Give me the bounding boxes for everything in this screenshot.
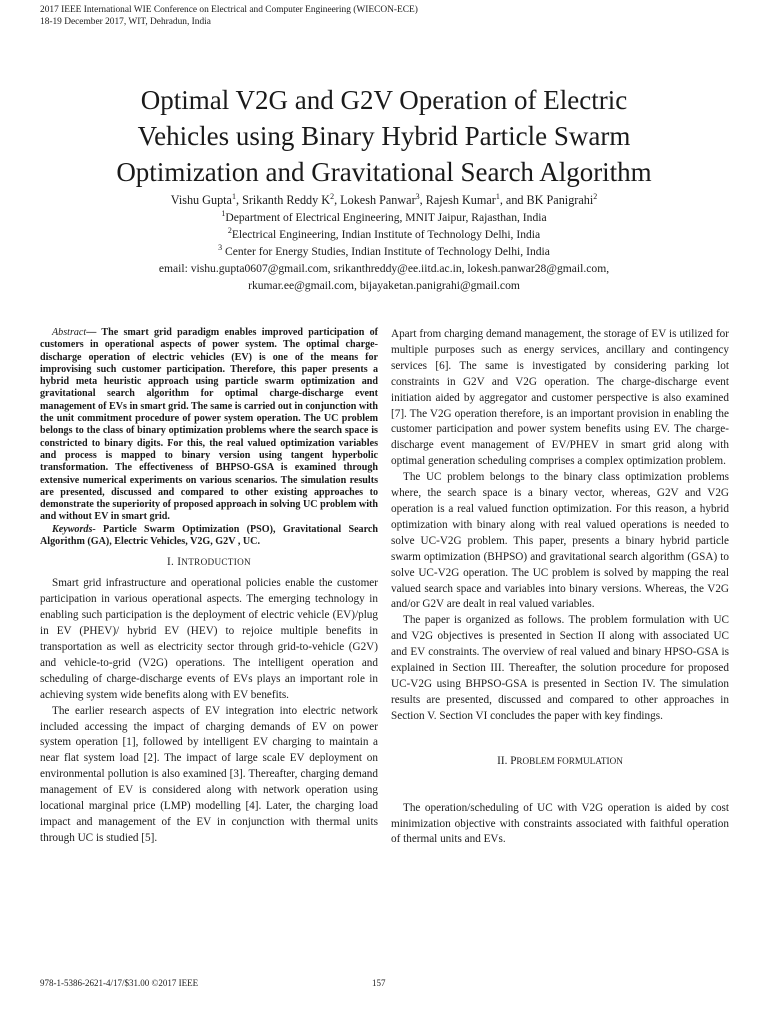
section-number: I. [167, 556, 178, 569]
author-name: , Lokesh Panwar [334, 193, 416, 207]
affiliation-1 [40, 209, 728, 226]
section-title-rest: NTRODUCTION [181, 557, 251, 568]
title-line-3: Optimization and Gravitational Search Algorithm [116, 157, 652, 188]
author-affiliation-mark: 3 [415, 191, 420, 201]
affiliation-mark: 1 [221, 209, 226, 219]
right-column [391, 327, 729, 848]
author-affiliation-mark: 2 [593, 191, 598, 201]
intro-paragraph-1: Smart grid infrastructure and operational policies enable the customer participation in various operational aspects. The emerging technology in enabling such participation is the deployment of electric vehicle (EV)/plug in EV (PHEV)/ hybrid EV (HEV) to rejoice multiple benefits in transportation as well as electricity sector through grid-to-vehicle (G2V) and vehicle-to-grid (V2G) operations. The intelligent operation and scheduling of charge-discharge events of EVs plays an important role in achieving system wide benefits along with EV benefits. [40, 577, 378, 701]
conference-header [40, 4, 418, 28]
section-number: II. [497, 754, 511, 767]
section-heading-problem-formulation [391, 755, 729, 767]
author-affiliation-mark: 1 [231, 191, 236, 201]
author-list [40, 192, 728, 209]
email-line-2: rkumar.ee@gmail.com, bijayaketan.panigrahi@gmail.com [248, 279, 520, 292]
abstract-text: The smart grid paradigm enables improved participation of customers in operational aspects of power system. The optimal charge-discharge operation of electric vehicles (EV) is one of the means for improvising such customer participation. Therefore, this paper presents a hybrid meta heuristic approach using particle swarm optimization and gravitational search algorithm for optimal charge-discharge event management of EVs in smart grid. The same is carried out in conjunction with the unit commitment procedure of power system operation. The UC problem belongs to the class of binary optimization problems where the search space is constricted to binary digits. For this, the real valued optimization variables and process is mapped to binary version using tangent hyperbolic transformation. The effectiveness of BHPSO-GSA is examined through extensive numerical experiments on various scenarios. The simulation results are presented, discussed and compared to other existing approaches to demonstrate the superiority of proposed approach in solving UC problem with and without EV in smart grid. [40, 327, 379, 523]
affiliation-mark: 3 [218, 243, 223, 253]
section-title-initial: I [177, 556, 182, 569]
author-name: , Srikanth Reddy K [235, 193, 331, 207]
affiliation-text: Center for Energy Studies, Indian Institute of Technology Delhi, India [222, 245, 550, 258]
section-title-rest: ROBLEM FORMULATION [516, 755, 623, 766]
conference-date-location: 18-19 December 2017, WIT, Dehradun, India [40, 17, 211, 27]
page-number: 157 [372, 978, 386, 988]
body-paragraph-2: The UC problem belongs to the binary class optimization problems where, the search space is a binary vector, whereas, G2V and V2G operation is a real valued function optimization. For this reason, a hybrid optimization with binary along with real valued operations is needed to solve UC-V2G problem. This paper, presents a binary hybrid particle swarm optimization (BHPSO) and gravitational search algorithm (GSA) to solve UC-V2G operation. The UC problem is solved by mapping the real valued search space and variables into binary versions. Whereas, the V2G and/or G2V are dealt in real valued variables. [391, 471, 729, 611]
author-affiliation-mark: 1 [495, 191, 500, 201]
abstract-dash: — [86, 327, 102, 338]
title-line-2: Vehicles using Binary Hybrid Particle Swarm [137, 121, 631, 152]
author-affiliation-mark: 2 [330, 191, 335, 201]
email-line-1: email: vishu.gupta0607@gmail.com, srikanthreddy@ee.iitd.ac.in, lokesh.panwar28@gmail.com, [158, 262, 610, 275]
body-paragraph-1: Apart from charging demand management, the storage of EV is utilized for multiple purposes such as energy services, ancillary and contingency services [6]. The same is investigated by considering parking lot constraints in G2V and V2G operation. The charge-discharge event initiation aided by aggregator and customer perspective is also examined [7]. The V2G operation therefore, is an important provision in enabling the customer participation and power system benefits using EV. The charge-discharge event management of EV/PHEV in smart grid along with optimal generation scheduling comprises a complex optimization problem. [391, 328, 729, 468]
affiliation-3 [40, 243, 728, 260]
author-block [40, 192, 728, 294]
paper-title [40, 82, 728, 190]
affiliation-mark: 2 [227, 226, 232, 236]
keywords-label: Keywords- [52, 523, 96, 535]
body-paragraph-3: The paper is organized as follows. The problem formulation with UC and V2G objectives is presented in Section II along with associated UC and EV constraints. The overview of real valued and binary HPSO-GSA is explained in Section III. Thereafter, the solution procedure for proposed UC-V2G using BHPSO-GSA is presented in Section IV. The simulation results are presented, discussed and compared to other approaches in Section V. Section VI concludes the paper with key findings. [391, 614, 729, 722]
abstract [40, 327, 378, 524]
section-title-initial: P [510, 754, 517, 767]
left-column [40, 327, 378, 847]
author-name: Vishu Gupta [170, 193, 232, 207]
keywords [40, 524, 378, 549]
problem-formulation-paragraph: The operation/scheduling of UC with V2G operation is aided by cost minimization objective with constraints associated with faithful operation of thermal units and EVs. [391, 801, 729, 846]
intro-paragraph-2: The earlier research aspects of EV integration into electric network included accessing the impact of charging demands of EV on power system operation [1], followed by intelligent EV charging to maintain a near flat system load [2]. The impact of large scale EV deployment on environmental pollution is also examined [3]. Thereafter, charging demand management of EV is considered along with network operation using locational marginal price (LMP) modelling [4]. Later, the charging load impact and management of the EV in conjunction with thermal units through UC is studied [5]. [40, 704, 378, 844]
affiliation-text: Department of Electrical Engineering, MNIT Jaipur, Rajasthan, India [225, 211, 547, 224]
section-heading-introduction [40, 556, 378, 568]
affiliation-text: Electrical Engineering, Indian Institute of Technology Delhi, India [231, 228, 541, 241]
author-name: , Rajesh Kumar [419, 193, 496, 207]
conference-name: 2017 IEEE International WIE Conference on Electrical and Computer Engineering (WIECON-ECE) [40, 5, 418, 15]
author-name: , and BK Panigrahi [499, 193, 594, 207]
abstract-label: Abstract [52, 327, 87, 338]
affiliation-2 [40, 226, 728, 243]
keywords-text: Particle Swarm Optimization (PSO), Gravitational Search Algorithm (GA), Electric Vehicles, V2G, G2V , UC. [40, 523, 378, 548]
title-line-1: Optimal V2G and G2V Operation of Electric [140, 85, 628, 116]
footer-isbn: 978-1-5386-2621-4/17/$31.00 ©2017 IEEE [40, 978, 199, 988]
